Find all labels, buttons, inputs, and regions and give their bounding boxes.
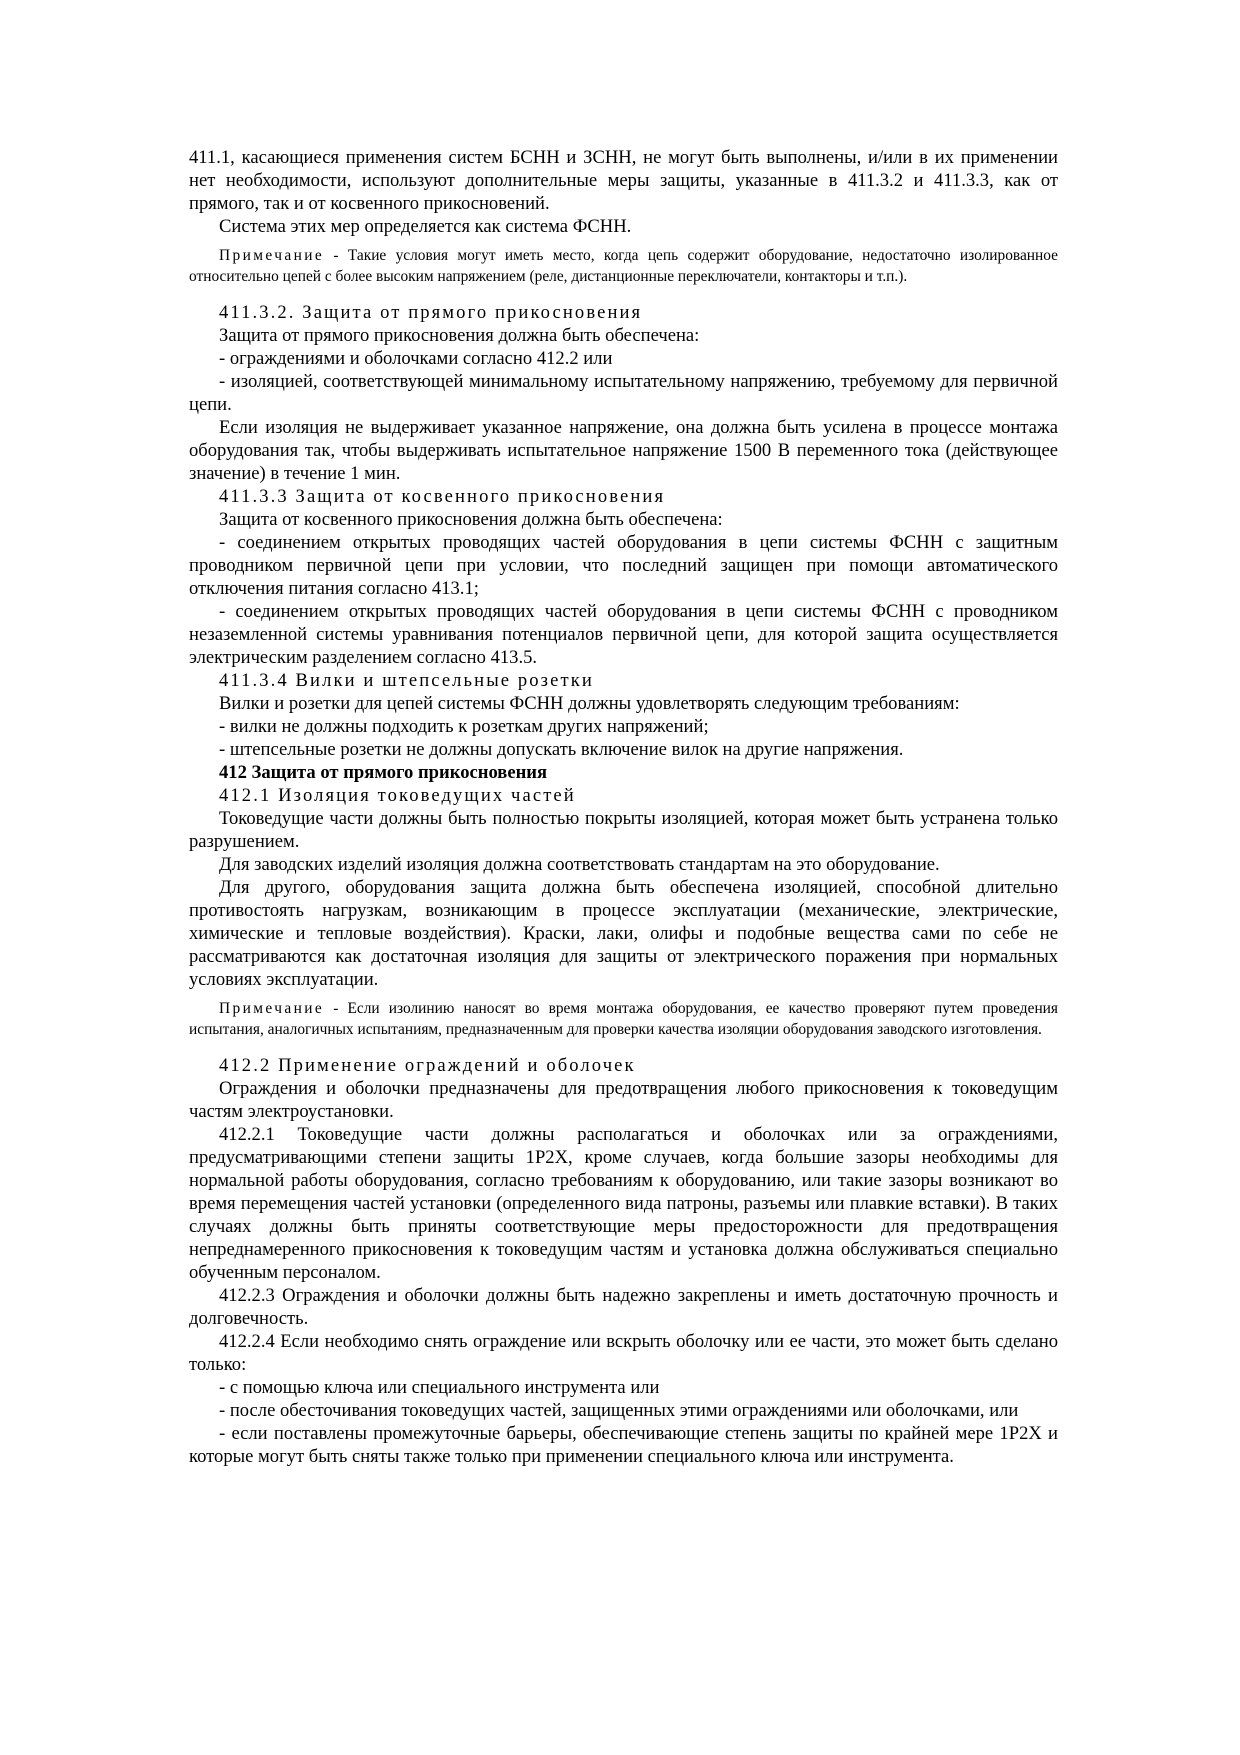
list-item: - с помощью ключа или специального инструмента или — [219, 1377, 660, 1398]
note-label: Примечание — [219, 1000, 325, 1017]
note-text: - Если изолинию наносят во время монтажа оборудования, ее качество проверяют путем проведения испытания, аналогичных испытаниям, предназначенным для проверки качества изоляции оборудования заводского изготовления. — [189, 1000, 1058, 1038]
list-item: - соединением открытых проводящих частей оборудования в цепи системы ФСНН с защитным проводником первичной цепи при условии, что последний защищен при помощи автоматического отключения питания согласно 413.1; — [189, 532, 1058, 599]
paragraph: Система этих мер определяется как система ФСНН. — [219, 216, 632, 237]
note-text: - Такие условия могут иметь место, когда цепь содержит оборудование, недостаточно изолированное относительно цепей с более высоким напряжением (реле, дистанционные переключатели, контакторы и т.п.). — [189, 247, 1058, 285]
note — [189, 246, 1058, 287]
paragraph: 412.2.4 Если необходимо снять ограждение или вскрыть оболочку или ее части, это может быть сделано только: — [189, 1331, 1058, 1375]
paragraph: 411.1, касающиеся применения систем БСНН и ЗСНН, не могут быть выполнены, и/или в их применении нет необходимости, используют дополнительные меры защиты, указанные в 411.3.2 и 411.3.3, как от прямого, так и от косвенного прикосновений. — [189, 147, 1058, 214]
paragraph: Защита от косвенного прикосновения должна быть обеспечена: — [219, 509, 723, 530]
section-heading: 411.3.4 Вилки и штепсельные розетки — [219, 670, 594, 691]
paragraph: Для заводских изделий изоляция должна соответствовать стандартам на это оборудование. — [219, 854, 940, 875]
list-item: - если поставлены промежуточные барьеры, обеспечивающие степень защиты по крайней мере 1P2X и которые могут быть сняты также только при применении специального ключа или инструмента. — [189, 1423, 1058, 1467]
section-heading: 412.1 Изоляция токоведущих частей — [219, 785, 576, 806]
paragraph: Для другого, оборудования защита должна быть обеспечена изоляцией, способной длительно противостоять нагрузкам, возникающим в процессе эксплуатации (механические, электрические, химические и тепловые воздействия). Краски, лаки, олифы и подобные вещества сами по себе не рассматриваются как достаточная изоляция для защиты от электрического поражения при нормальных условиях эксплуатации. — [189, 877, 1058, 990]
list-item: - штепсельные розетки не должны допускать включение вилок на другие напряжения. — [219, 739, 904, 760]
document-page — [189, 146, 1058, 1468]
section-heading: 412.2 Применение ограждений и оболочек — [219, 1055, 636, 1076]
section-heading: 411.3.2. Защита от прямого прикосновения — [219, 302, 643, 323]
chapter-heading: 412 Защита от прямого прикосновения — [219, 762, 548, 783]
paragraph: Вилки и розетки для цепей системы ФСНН должны удовлетворять следующим требованиям: — [219, 693, 960, 714]
paragraph: Защита от прямого прикосновения должна быть обеспечена: — [219, 325, 700, 346]
paragraph: Ограждения и оболочки предназначены для предотвращения любого прикосновения к токоведущим частям электроустановки. — [189, 1078, 1058, 1122]
list-item: - после обесточивания токоведущих частей, защищенных этими ограждениями или оболочками, или — [219, 1400, 1019, 1421]
paragraph: Токоведущие части должны быть полностью покрыты изоляцией, которая может быть устранена только разрушением. — [189, 808, 1058, 852]
paragraph: 412.2.1 Токоведущие части должны располагаться и оболочках или за ограждениями, предусматривающими степени защиты 1P2X, кроме случаев, когда большие зазоры необходимы для нормальной работы оборудования, согласно требованиям к оборудованию, или такие зазоры возникают во время перемещения частей установки (определенного вида патроны, разъемы или плавкие вставки). В таких случаях должны быть приняты соответствующие меры предосторожности для предотвращения непреднамеренного прикосновения к токоведущим частям и установка должна обслуживаться специально обученным персоналом. — [189, 1124, 1058, 1283]
note — [189, 999, 1058, 1040]
note-label: Примечание — [219, 247, 325, 264]
paragraph: 412.2.3 Ограждения и оболочки должны быть надежно закреплены и иметь достаточную прочность и долговечность. — [189, 1285, 1058, 1329]
paragraph: Если изоляция не выдерживает указанное напряжение, она должна быть усилена в процессе монтажа оборудования так, чтобы выдерживать испытательное напряжение 1500 В переменного тока (действующее значение) в течение 1 мин. — [189, 417, 1058, 484]
list-item: - вилки не должны подходить к розеткам других напряжений; — [219, 716, 709, 737]
list-item: - изоляцией, соответствующей минимальному испытательному напряжению, требуемому для первичной цепи. — [189, 371, 1058, 415]
list-item: - ограждениями и оболочками согласно 412.2 или — [219, 348, 613, 369]
list-item: - соединением открытых проводящих частей оборудования в цепи системы ФСНН с проводником незаземленной системы уравнивания потенциалов первичной цепи, для которой защита осуществляется электрическим разделением согласно 413.5. — [189, 601, 1058, 668]
section-heading: 411.3.3 Защита от косвенного прикосновения — [219, 486, 666, 507]
